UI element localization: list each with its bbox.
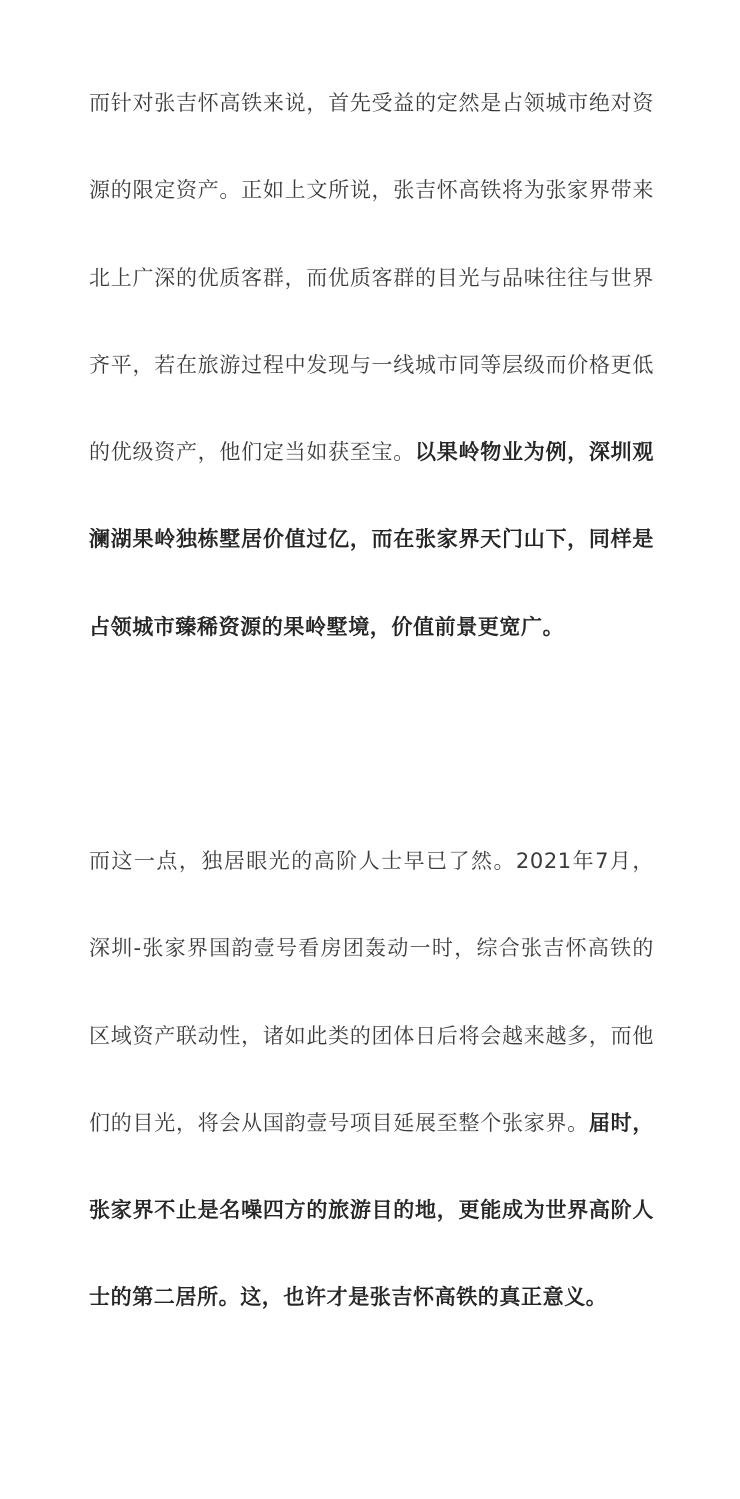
paragraph-highlight: 届时，张家界不止是名噪四方的旅游目的地，更能成为世界高阶人士的第二居所。这，也许才是张吉怀高铁的真正意义。: [89, 1110, 654, 1310]
paragraph-highlight: 以果岭物业为例，深圳观澜湖果岭独栋墅居价值过亿，而在张家界天门山下，同样是占领城市臻稀资源的果岭墅境，价值前景更宽广。: [89, 440, 655, 639]
article-paragraph: [89, 818, 654, 1342]
paragraph-text: 而针对张吉怀高铁来说，首先受益的定然是占领城市绝对资源的限定资产。正如上文所说，张吉怀高铁将为张家界带来北上广深的优质客群，而优质客群的目光与品味往往与世界齐平，若在旅游过程中发现与一线城市同等层级而价格更低的优级资产，他们定当如获至宝。: [89, 91, 654, 465]
paragraph-text: 而这一点，独居眼光的高阶人士早已了然。2021年7月，深圳-张家界国韵壹号看房团轰动一时，综合张吉怀高铁的区域资产联动性，诸如此类的团体日后将会越来越多，而他们的目光，将会从国韵壹号项目延展至整个张家界。: [89, 849, 654, 1135]
article-paragraph: [89, 60, 654, 671]
